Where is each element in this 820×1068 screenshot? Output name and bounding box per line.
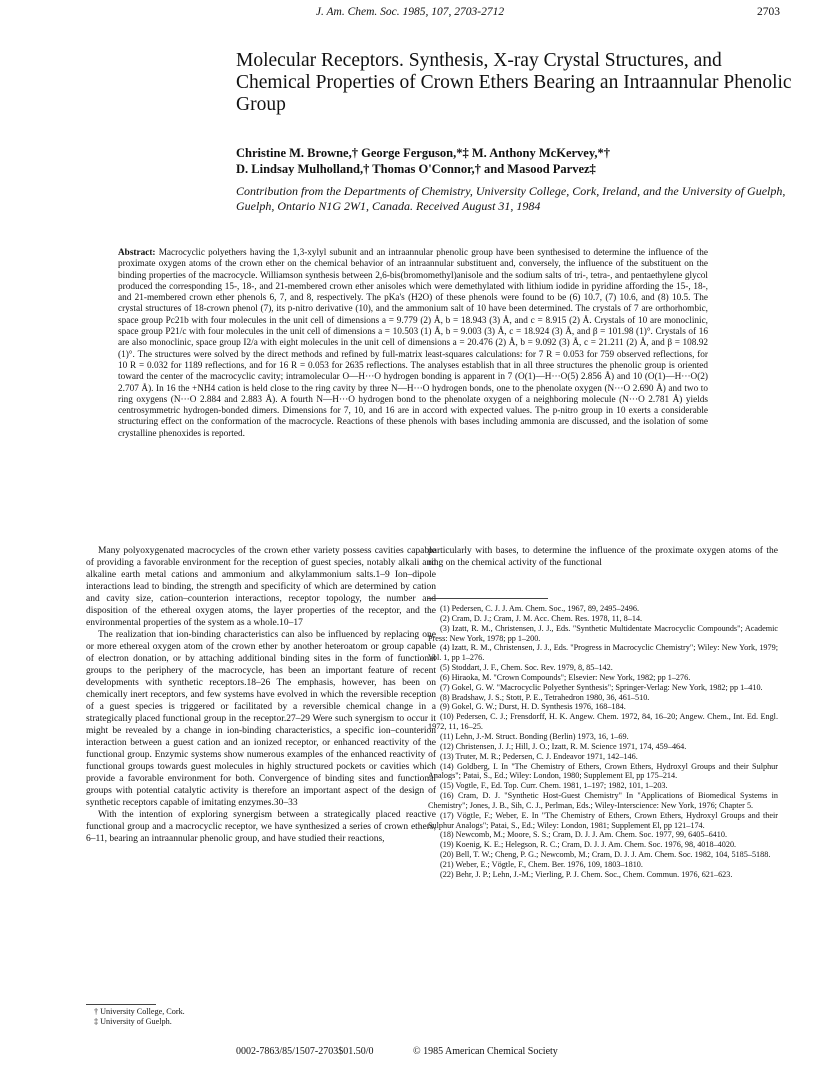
body-paragraph: particularly with bases, to determine the influence of the proximate oxygen atoms of the ring on the chemical activity of the functional bbox=[428, 546, 778, 568]
references-divider bbox=[428, 598, 548, 599]
abstract-label: Abstract: bbox=[118, 248, 156, 258]
body-paragraph: With the intention of exploring synergism between a strategically placed reactive functional group and a macrocyclic receptor, we have synthesized a series of crown ethers, 6–11, bearing an intraannular phenolic group, and have studied their reactions, bbox=[86, 810, 436, 844]
footnote-divider bbox=[86, 1004, 156, 1005]
reference-item: (7) Gokel, G. W. "Macrocyclic Polyether Synthesis"; Springer-Verlag: New York, 1982; pp 1–410. bbox=[440, 682, 763, 692]
footer-copyright: © 1985 American Chemical Society bbox=[413, 1046, 558, 1057]
author-line-2: D. Lindsay Mulholland,† Thomas O'Connor,† and Masood Parvez‡ bbox=[236, 162, 596, 176]
references-list bbox=[428, 604, 778, 880]
affiliation: Contribution from the Departments of Chemistry, University College, Cork, Ireland, and the University of Guelph, Guelph, Ontario N1G 2W1, Canada. Received August 31, 1984 bbox=[236, 184, 786, 213]
reference-item: (11) Lehn, J.-M. Struct. Bonding (Berlin) 1973, 16, 1–69. bbox=[440, 731, 629, 741]
abstract-text: Macrocyclic polyethers having the 1,3-xylyl subunit and an intraannular phenolic group have been synthesised to determine the influence of the proximate oxygen atoms of the crown ether on the chemical behavior of an intraannular substituent and, conversely, the influence of the substituent on the binding properties of the macrocycle. Williamson synthesis between 2,6-bis(bromomethyl)anisole and the sodium salts of tri-, tetra-, and pentaethylene glycol produced the corresponding 15-, 18-, and 21-membered crown ether anisoles which were demethylated with lithium iodide in pyridine affording the 15-, 18-, and 21-membered crown ether phenols 6, 7, and 8, respectively. The pKa's (H2O) of these phenols were found to be (6) 10.7, (7) 10.6, and (8) 10.5. The crystal structures of 18-crown phenol (7), its p-nitro derivative (10), and the ammonium salt of 10 have been determined. The crystals of 7 are orthorhombic, space group Pc21b with four molecules in the unit cell of dimensions a = 9.779 (2) Å, b = 18.943 (3) Å, and c = 8.915 (2) Å. Crystals of 10 are monoclinic, space group P21/c with four molecules in the unit cell of dimensions a = 10.503 (1) Å, b = 9.003 (3) Å, c = 18.924 (3) Å, and β = 101.98 (1)°. Crystals of 16 are also monoclinic, space group I2/a with eight molecules in the unit cell of dimensions a = 20.476 (2) Å, b = 9.092 (3) Å, c = 21.211 (2) Å, and β = 108.92 (1)°. The structures were solved by the direct methods and refined by full-matrix least-squares calculations: for 7 R = 0.053 for 759 observed reflections, for 10 R = 0.032 for 1189 reflections, and for 16 R = 0.053 for 2635 reflections. The analyses establish that in all three structures the phenolic group is oriented toward the center of the macrocyclic cavity; intramolecular O—H···O hydrogen bonding is apparent in 7 (O(1)—H···O(5) 2.856 Å) and 10 (O(1)—H···O(2) 2.707 Å). In 16 the +NH4 cation is held close to the ring cavity by three N—H···O hydrogen bonds, one to the phenolate oxygen (N···O 2.690 Å) and two to ring oxygens (N···O 2.884 and 2.883 Å). A fourth N—H···O hydrogen bond to the phenolate oxygen of a neighboring molecule (N···O 2.781 Å) yields centrosymmetric hydrogen-bonded dimers. Dimensions for 7, 10, and 16 are in accord with expected values. The p-nitro group in 10 exerts a considerable structuring effect on the conformation of the macrocycle. Reactions of these phenols with bases including ammonia are discussed, and the isolation of some crystalline phenoxides is reported. bbox=[118, 248, 708, 439]
reference-item: (6) Hiraoka, M. "Crown Compounds"; Elsevier: New York, 1982; pp 1–276. bbox=[440, 672, 691, 682]
page-number: 2703 bbox=[757, 6, 780, 18]
footnote: † University College, Cork. bbox=[94, 1007, 185, 1016]
body-column-right bbox=[428, 545, 778, 569]
reference-item: (12) Christensen, J. J.; Hill, J. O.; Izatt, R. M. Science 1971, 174, 459–464. bbox=[440, 741, 687, 751]
reference-item: (20) Bell, T. W.; Cheng, P. G.; Newcomb, M.; Cram, D. J. J. Am. Chem. Soc. 1982, 104, 5185–5188. bbox=[440, 850, 771, 860]
reference-item: (4) Izatt, R. M., Christensen, J. J., Eds. "Progress in Macrocyclic Chemistry"; Wiley: New York, 1979; Vol. 1, pp 1–276. bbox=[428, 643, 778, 663]
reference-item: (19) Koenig, K. E.; Helegson, R. C.; Cram, D. J. J. Am. Chem. Soc. 1976, 98, 4018–4020. bbox=[440, 840, 737, 850]
affiliation-footnotes bbox=[86, 1007, 386, 1027]
reference-item: (16) Cram, D. J. "Synthetic Host-Guest Chemistry" In "Applications of Biomedical Systems in Chemistry"; Jones, J. B., Sih, C. J., Perlman, Eds.; Wiley-Interscience: New York, 1976; Chapter 5. bbox=[428, 791, 778, 810]
reference-item: (1) Pedersen, C. J. J. Am. Chem. Soc., 1967, 89, 2495–2496. bbox=[440, 604, 639, 613]
reference-item: (18) Newcomb, M.; Moore, S. S.; Cram, D. J. J. Am. Chem. Soc. 1977, 99, 6405–6410. bbox=[440, 830, 728, 840]
reference-item: (8) Bradshaw, J. S.; Stott, P. E., Tetrahedron 1980, 36, 461–510. bbox=[440, 692, 650, 702]
author-line-1: Christine M. Browne,† George Ferguson,*‡ M. Anthony McKervey,*† bbox=[236, 146, 611, 160]
reference-item: (3) Izatt, R. M., Christensen, J. J., Eds. "Synthetic Multidentate Macrocyclic Compounds"; Academic Press: New York, 1978; pp 1–200. bbox=[428, 623, 778, 643]
footnote: ‡ University of Guelph. bbox=[94, 1017, 172, 1026]
footer-article-code: 0002-7863/85/1507-2703$01.50/0 bbox=[236, 1046, 374, 1057]
reference-item: (14) Goldberg, I. In "The Chemistry of Ethers, Crown Ethers, Hydroxyl Groups and their Sulphur Analogs"; Patai, S., Ed.; Wiley: London, 1980; Supplement El, pp 175–214. bbox=[428, 761, 778, 781]
abstract bbox=[118, 248, 708, 440]
body-paragraph: Many polyoxygenated macrocycles of the crown ether variety possess cavities capable of providing a favorable environment for the reception of guest species, notably alkali and alkaline earth metal cations and ammonium and alkylammonium salts.1–9 Ion–dipole interactions lead to binding, the strength and specificity of which are determined by cation and cavity size, cation–counterion interactions, receptor topology, the number and disposition of the ethereal oxygen atoms, the layer properties of the receptor, and the environmental properties of the system as a whole.10–17 bbox=[86, 546, 436, 628]
body-paragraph: The realization that ion-binding characteristics can also be influenced by replacing one or more ethereal oxygen atom of the crown ether by another heteroatom or group capable of electron donation, or by attaching additional binding sites in the form of functional groups to the periphery of the macrocycle, has been an important feature of recent developments with synthetic receptors.18–26 The emphasis, however, has been on chemically inert receptors, and few systems have evolved in which the reversible reception of a guest species is triggered or facilitated by a reversible chemical change in a strategically placed functional group in the receptor.27–29 Were such synergism to occur it might be revealed by a change in ion-binding characteristics, a specific ion–counterion interaction between a guest cation and an ionized receptor, or enhanced reactivity of the functional group. Enzymic systems show numerous examples of the enhanced reactivity of functional groups towards guest molecules in highly structured pockets or cavities which provide a favorable environment for both. Convergence of binding sites and functional groups with potential catalytic activity is therefore an important aspect of the design of synthetic receptors capable of imitating enzymes.30–33 bbox=[86, 630, 436, 808]
reference-item: (9) Gokel, G. W.; Durst, H. D. Synthesis 1976, 168–184. bbox=[440, 702, 626, 712]
article-title: Molecular Receptors. Synthesis, X-ray Crystal Structures, and Chemical Properties of Crown Ethers Bearing an Intraannular Phenolic Group bbox=[236, 50, 792, 115]
reference-item: (10) Pedersen, C. J.; Frensdorff, H. K. Angew. Chem. 1972, 84, 16–20; Angew. Chem., Int. Ed. Engl. 1972, 11, 16–25. bbox=[428, 712, 778, 732]
reference-item: (2) Cram, D. J.; Cram, J. M. Acc. Chem. Res. 1978, 11, 8–14. bbox=[440, 613, 643, 623]
reference-item: (15) Vogtle, F., Ed. Top. Curr. Chem. 1981, 1–197; 1982, 101, 1–203. bbox=[440, 781, 668, 791]
reference-item: (17) Vögtle, F.; Weber, E. In "The Chemistry of Ethers, Crown Ethers, Hydroxyl Groups and their Sulphur Analogs"; Patai, S., Ed.; Wiley: London, 1981; Supplement El, pp 121–174. bbox=[428, 810, 778, 830]
reference-item: (21) Weber, E.; Vögtle, F., Chem. Ber. 1976, 109, 1803–1810. bbox=[440, 859, 643, 869]
reference-item: (22) Behr, J. P.; Lehn, J.-M.; Vierling, P. J. Chem. Soc., Chem. Commun. 1976, 621–623. bbox=[440, 869, 733, 879]
body-column-left bbox=[86, 545, 436, 845]
reference-item: (13) Truter, M. R.; Pedersen, C. J. Endeavor 1971, 142–146. bbox=[440, 751, 638, 761]
reference-item: (5) Stoddart, J. F., Chem. Soc. Rev. 1979, 8, 85–142. bbox=[440, 663, 613, 673]
author-list bbox=[236, 145, 796, 177]
running-header-journal: J. Am. Chem. Soc. 1985, 107, 2703-2712 bbox=[315, 6, 505, 18]
